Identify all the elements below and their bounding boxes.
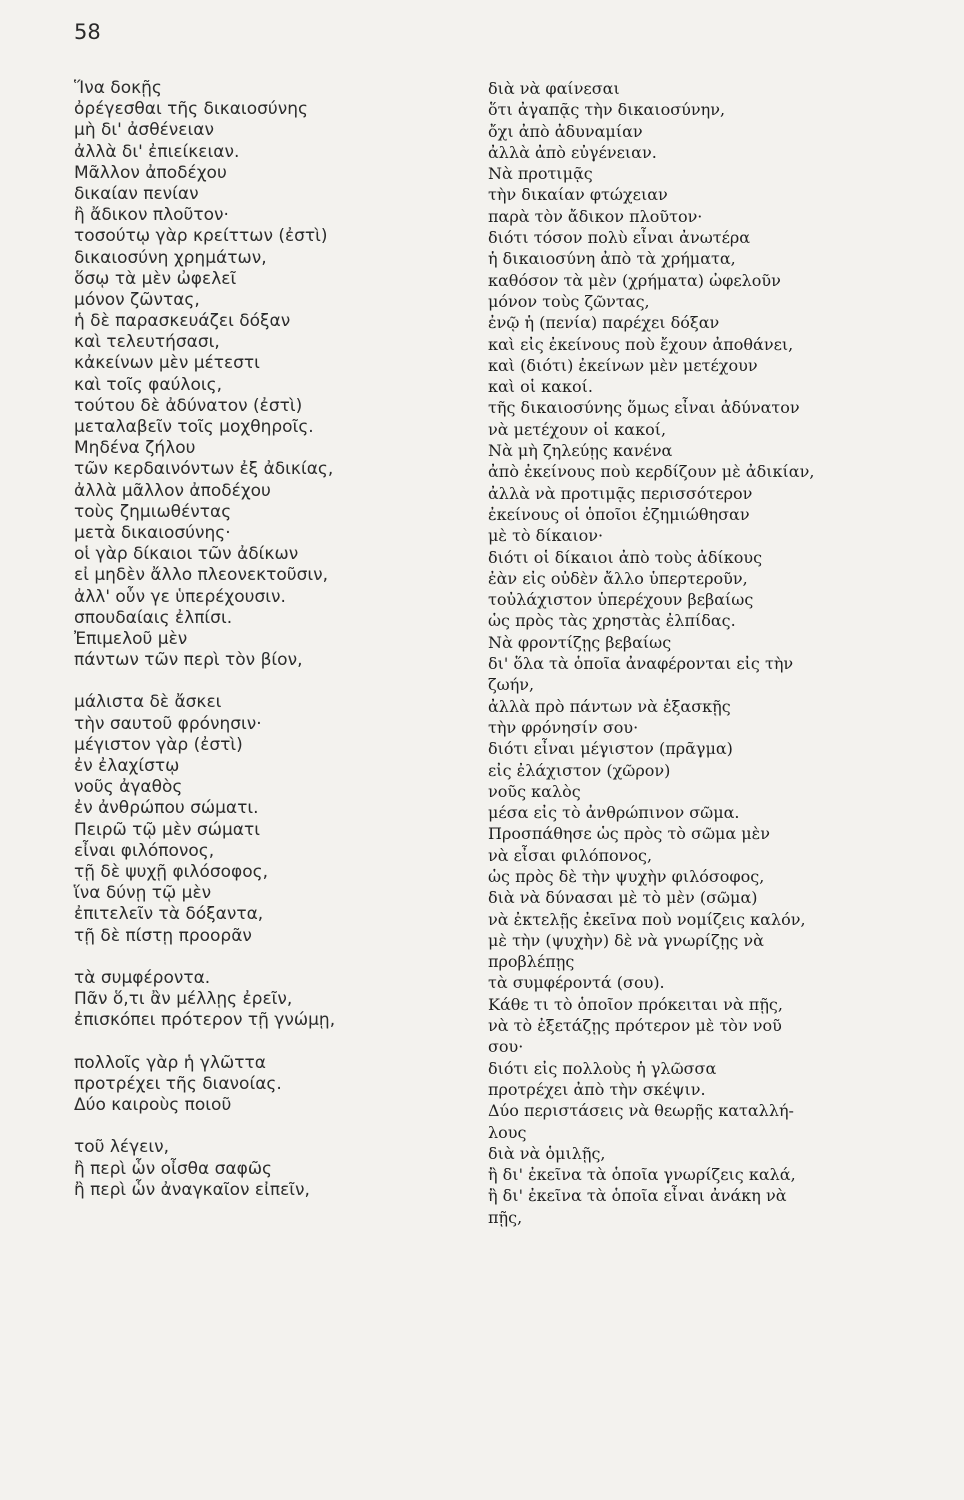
original-text-line: ἢ περὶ ὧν ἀναγκαῖον εἰπεῖν,	[74, 1179, 310, 1200]
original-text-line: μετὰ δικαιοσύνης·	[74, 522, 231, 543]
original-text-line: ὅσῳ τὰ μὲν ὠφελεῖ	[74, 268, 237, 289]
translation-text-line: διότι οἱ δίκαιοι ἀπὸ τοὺς ἀδίκους	[488, 547, 763, 567]
original-text-line: ἵνα δύνῃ τῷ μὲν	[74, 883, 212, 904]
ancient-greek-column	[74, 78, 466, 1201]
translation-text-line: ἡ δικαιοσύνη ἀπὸ τὰ χρήματα,	[488, 249, 736, 269]
original-text-line: ἀλλ' οὖν γε ὑπερέχουσιν.	[74, 586, 286, 607]
blank-line	[74, 671, 466, 692]
translation-text-line: δι' ὅλα τὰ ὁποῖα ἀναφέρονται εἰς τὴν	[488, 654, 794, 674]
original-text-line: ἀλλὰ μᾶλλον ἀποδέχου	[74, 480, 271, 501]
original-text-line: τῶν κερδαινόντων ἐξ ἀδικίας,	[74, 459, 334, 480]
original-text-line: προτρέχει τῆς διανοίας.	[74, 1073, 282, 1094]
translation-text-line: μὲ τὸ δίκαιον·	[488, 526, 604, 546]
original-text-line: Μᾶλλον ἀποδέχου	[74, 162, 227, 183]
translation-text-line: ζωήν,	[488, 675, 535, 695]
blank-line	[74, 1116, 466, 1137]
original-text-line: κἀκείνων μὲν μέτεστι	[74, 353, 260, 374]
original-text-line: Ἵνα δοκῇς	[74, 78, 162, 98]
translation-text-line: μὲ τὴν (ψυχὴν) δὲ νὰ γνωρίζῃς νὰ	[488, 930, 764, 950]
original-text-line: ἐπισκόπει πρότερον τῇ γνώμῃ,	[74, 1010, 336, 1031]
original-text-line: σπουδαίαις ἐλπίσι.	[74, 607, 233, 628]
translation-text-line: λους	[488, 1122, 527, 1142]
translation-text-line: ἀλλὰ ἀπὸ εὐγένειαν.	[488, 142, 657, 162]
translation-text-line: τὴν φρόνησίν σου·	[488, 717, 639, 737]
original-text-line: ἀλλὰ δι' ἐπιείκειαν.	[74, 141, 240, 162]
translation-text-line: νὰ ἐκτελῇς ἐκεῖνα ποὺ νομίζεις καλόν,	[488, 909, 806, 929]
original-text-line: τῇ δὲ πίστῃ προορᾶν	[74, 925, 252, 946]
translation-text-line: ὡς πρὸς τὰς χρηστὰς ἐλπίδας.	[488, 611, 736, 631]
translation-text-line: Νὰ προτιμᾷς	[488, 164, 593, 184]
translation-text-line: πῇς,	[488, 1207, 523, 1227]
original-text-line: μάλιστα δὲ ἄσκει	[74, 692, 222, 713]
translation-text-line: ὅτι ἀγαπᾷς τὴν δικαιοσύνην,	[488, 100, 726, 120]
translation-text-line: νὰ εἶσαι φιλόπονος,	[488, 845, 653, 865]
translation-text-line: διότι τόσον πολὺ εἶναι ἀνωτέρα	[488, 228, 751, 248]
translation-text-line: νοῦς καλὸς	[488, 781, 581, 801]
original-text-line: τοὺς ζημιωθέντας	[74, 501, 232, 522]
translation-text-line: ἐνῷ ἡ (πενία) παρέχει δόξαν	[488, 313, 720, 333]
original-text-line: ὀρέγεσθαι τῆς δικαιοσύνης	[74, 99, 308, 120]
original-text-line: πάντων τῶν περὶ τὸν βίον,	[74, 650, 303, 671]
translation-text-line: Κάθε τι τὸ ὁποῖον πρόκειται νὰ πῇς,	[488, 994, 783, 1014]
translation-text-line: εἰς ἐλάχιστον (χῶρον)	[488, 760, 671, 780]
translation-text-line: τοὐλάχιστον ὑπερέχουν βεβαίως	[488, 590, 754, 610]
original-text-line: Πειρῶ τῷ μὲν σώματι	[74, 819, 260, 840]
translation-text-line: Νὰ μὴ ζηλεύῃς κανένα	[488, 441, 673, 461]
original-text-line: δικαίαν πενίαν	[74, 183, 199, 204]
translation-text-line: τὴν δικαίαν φτώχειαν	[488, 185, 668, 205]
original-text-line: τὴν σαυτοῦ φρόνησιν·	[74, 713, 262, 734]
translation-text-line: μέσα εἰς τὸ ἀνθρώπινον σῶμα.	[488, 803, 740, 823]
original-text-line: μὴ δι' ἀσθένειαν	[74, 120, 214, 141]
translation-text-line: Δύο περιστάσεις νὰ θεωρῇς καταλλή-	[488, 1101, 794, 1121]
translation-text-line: ἢ δι' ἐκεῖνα τὰ ὁποῖα γνωρίζεις καλά,	[488, 1165, 796, 1185]
original-text-line: τούτου δὲ ἀδύνατον (ἐστὶ)	[74, 395, 303, 416]
original-text-line: εἶναι φιλόπονος,	[74, 840, 215, 861]
translation-text-line: νὰ μετέχουν οἱ κακοί,	[488, 419, 667, 439]
translation-text-line: ἢ δι' ἐκεῖνα τὰ ὁποῖα εἶναι ἀνάκη νὰ	[488, 1186, 787, 1206]
translation-text-line: καὶ εἰς ἐκείνους ποὺ ἔχουν ἀποθάνει,	[488, 334, 794, 354]
translation-text-line: καθόσον τὰ μὲν (χρήματα) ὠφελοῦν	[488, 270, 781, 290]
blank-line	[74, 1031, 466, 1052]
original-text-line: Πᾶν ὅ,τι ἂν μέλλῃς ἐρεῖν,	[74, 989, 293, 1010]
original-text-line: ἡ δὲ παρασκευάζει δόξαν	[74, 311, 291, 332]
original-text-line: μόνον ζῶντας,	[74, 289, 200, 310]
translation-text-line: ἀλλὰ νὰ προτιμᾷς περισσότερον	[488, 483, 753, 503]
original-text-line: καὶ τελευτήσασι,	[74, 332, 220, 353]
translation-text-line: διὰ νὰ δύνασαι μὲ τὸ μὲν (σῶμα)	[488, 888, 758, 908]
original-text-line: τοῦ λέγειν,	[74, 1137, 170, 1158]
translation-text-line: διὰ νὰ ὁμιλῇς,	[488, 1143, 606, 1163]
translation-text-line: ὄχι ἀπὸ ἀδυναμίαν	[488, 121, 643, 141]
translation-text-line: παρὰ τὸν ἄδικον πλοῦτον·	[488, 206, 703, 226]
original-text-line: εἰ μηδὲν ἄλλο πλεονεκτοῦσιν,	[74, 565, 329, 586]
translation-text-line: τῆς δικαιοσύνης ὅμως εἶναι ἀδύνατον	[488, 398, 800, 418]
original-text-line: τοσούτῳ γὰρ κρείττων (ἐστὶ)	[74, 226, 328, 247]
translation-text-line: διότι εἰς πολλοὺς ἡ γλῶσσα	[488, 1058, 717, 1078]
translation-text-line: προτρέχει ἀπὸ τὴν σκέψιν.	[488, 1079, 706, 1099]
original-text-line: ἐν ἀνθρώπου σώματι.	[74, 798, 259, 819]
original-text-line: πολλοῖς γὰρ ἡ γλῶττα	[74, 1052, 266, 1073]
translation-text-line: νὰ τὸ ἐξετάζῃς πρότερον μὲ τὸν νοῦ	[488, 1016, 782, 1036]
translation-text-line: καὶ οἱ κακοί.	[488, 377, 593, 397]
translation-text-line: προβλέπῃς	[488, 952, 575, 972]
original-text-line: ἢ περὶ ὧν οἶσθα σαφῶς	[74, 1158, 273, 1179]
translation-text-line: σου·	[488, 1037, 524, 1057]
original-text-line: Ἐπιμελοῦ μὲν	[74, 628, 188, 649]
page-number: 58	[74, 20, 101, 44]
original-text-line: ἐν ἐλαχίστῳ	[74, 756, 180, 776]
translation-text-line: Προσπάθησε ὡς πρὸς τὸ σῶμα μὲν	[488, 824, 770, 844]
translation-text-line: ἀλλὰ πρὸ πάντων νὰ ἐξασκῇς	[488, 696, 731, 716]
original-text-line: ἐπιτελεῖν τὰ δόξαντα,	[74, 904, 264, 925]
translation-text-line: ἐὰν εἰς οὐδὲν ἄλλο ὑπερτεροῦν,	[488, 568, 748, 588]
original-text-line: τὰ συμφέροντα.	[74, 967, 211, 988]
original-text-line: μέγιστον γὰρ (ἐστὶ)	[74, 734, 243, 755]
translation-text-line: μόνον τοὺς ζῶντας,	[488, 291, 650, 311]
original-text-line: μεταλαβεῖν τοῖς μοχθηροῖς.	[74, 417, 314, 437]
modern-greek-translation-column	[488, 78, 920, 1228]
original-text-line: Δύο καιροὺς ποιοῦ	[74, 1095, 232, 1115]
original-text-line: οἱ γὰρ δίκαιοι τῶν ἀδίκων	[74, 544, 299, 565]
translation-text-line: διὰ νὰ φαίνεσαι	[488, 79, 620, 98]
translation-text-line: τὰ συμφέροντά (σου).	[488, 973, 665, 993]
translation-text-line: καὶ (διότι) ἐκείνων μὲν μετέχουν	[488, 355, 758, 375]
translation-text-line: ἐκείνους οἱ ὁποῖοι ἐζημιώθησαν	[488, 504, 750, 524]
translation-text-line: ἀπὸ ἐκείνους ποὺ κερδίζουν μὲ ἀδικίαν,	[488, 462, 815, 482]
original-text-line: καὶ τοῖς φαύλοις,	[74, 374, 223, 395]
translation-text-line: ὡς πρὸς δὲ τὴν ψυχὴν φιλόσοφος,	[488, 866, 765, 886]
blank-line	[74, 947, 466, 968]
original-text-line: τῇ δὲ ψυχῇ φιλόσοφος,	[74, 861, 269, 882]
original-text-line: Μηδένα ζήλου	[74, 438, 196, 459]
translation-text-line: διότι εἶναι μέγιστον (πρᾶγμα)	[488, 739, 733, 759]
translation-text-line: Νὰ φροντίζῃς βεβαίως	[488, 632, 672, 652]
original-text-line: δικαιοσύνη χρημάτων,	[74, 247, 267, 268]
original-text-line: νοῦς ἀγαθὸς	[74, 777, 183, 798]
original-text-line: ἢ ἄδικον πλοῦτον·	[74, 205, 229, 226]
